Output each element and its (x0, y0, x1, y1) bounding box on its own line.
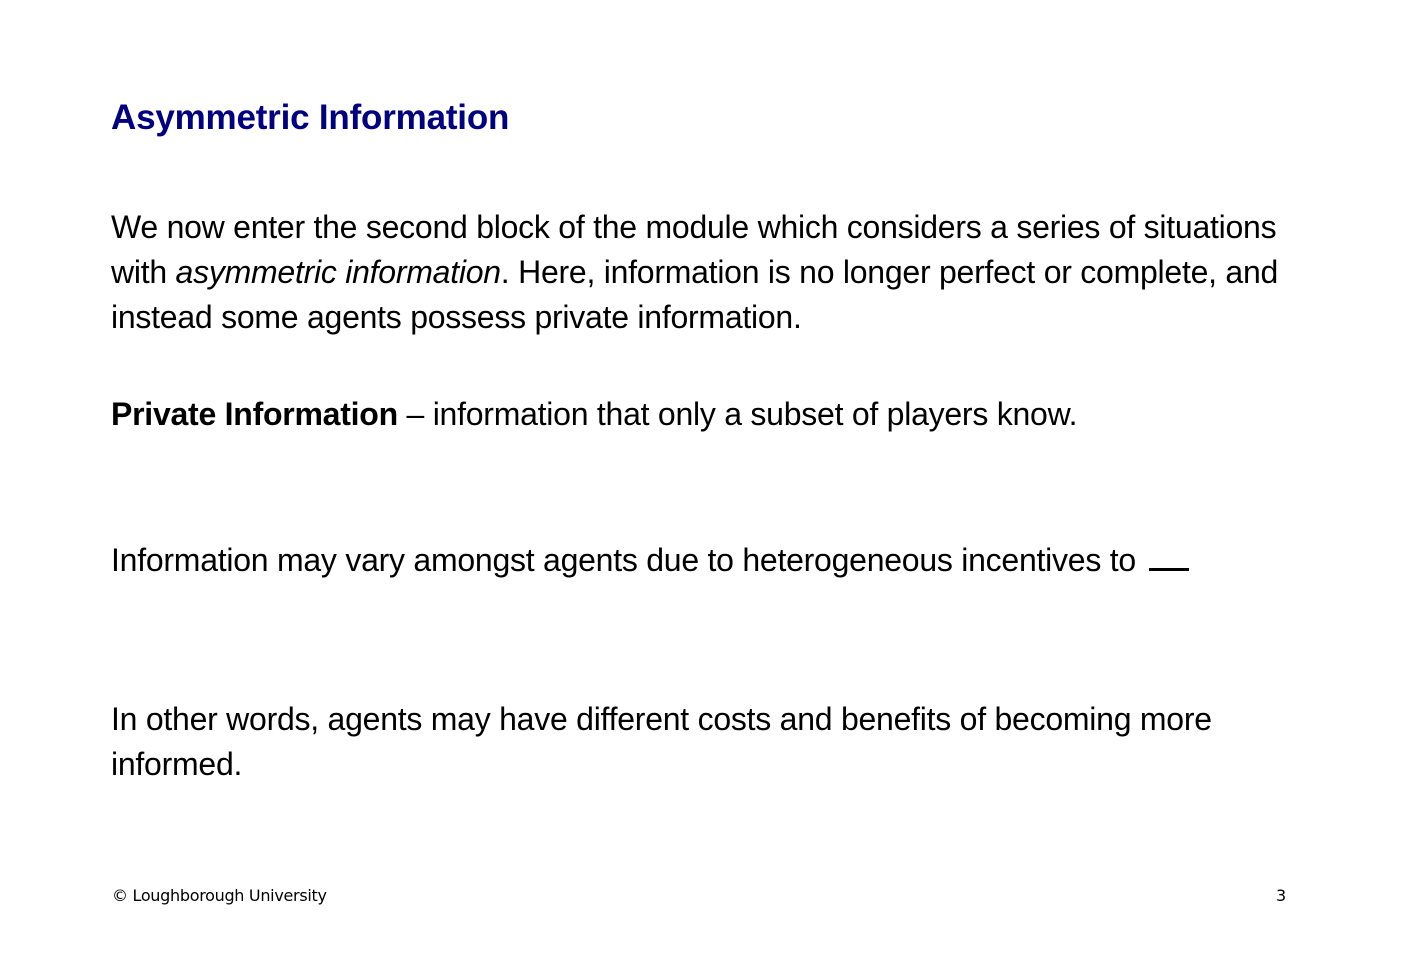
intro-text-2: . Here, information is no longer perfect or complete, and instead some agents possess private information. (111, 254, 1279, 335)
definition-paragraph (111, 392, 1077, 437)
page-number: 3 (1276, 886, 1287, 905)
definition-term: Private Information (111, 396, 398, 432)
intro-italic-term: asymmetric information (175, 254, 501, 290)
slide-title: Asymmetric Information (111, 98, 510, 137)
intro-text-1: We now enter the second block of the module which considers a series of situations with (111, 209, 1277, 290)
definition-text: – information that only a subset of players know. (397, 396, 1078, 432)
incentives-text: Information may vary amongst agents due to heterogeneous incentives to (111, 542, 1145, 578)
intro-paragraph (111, 205, 1311, 340)
other-words-paragraph: In other words, agents may have different costs and benefits of becoming more informed. (111, 701, 1212, 782)
footer-copyright: © Loughborough University (112, 886, 327, 905)
incentives-paragraph (111, 538, 1189, 583)
fill-in-blank (1149, 544, 1189, 571)
